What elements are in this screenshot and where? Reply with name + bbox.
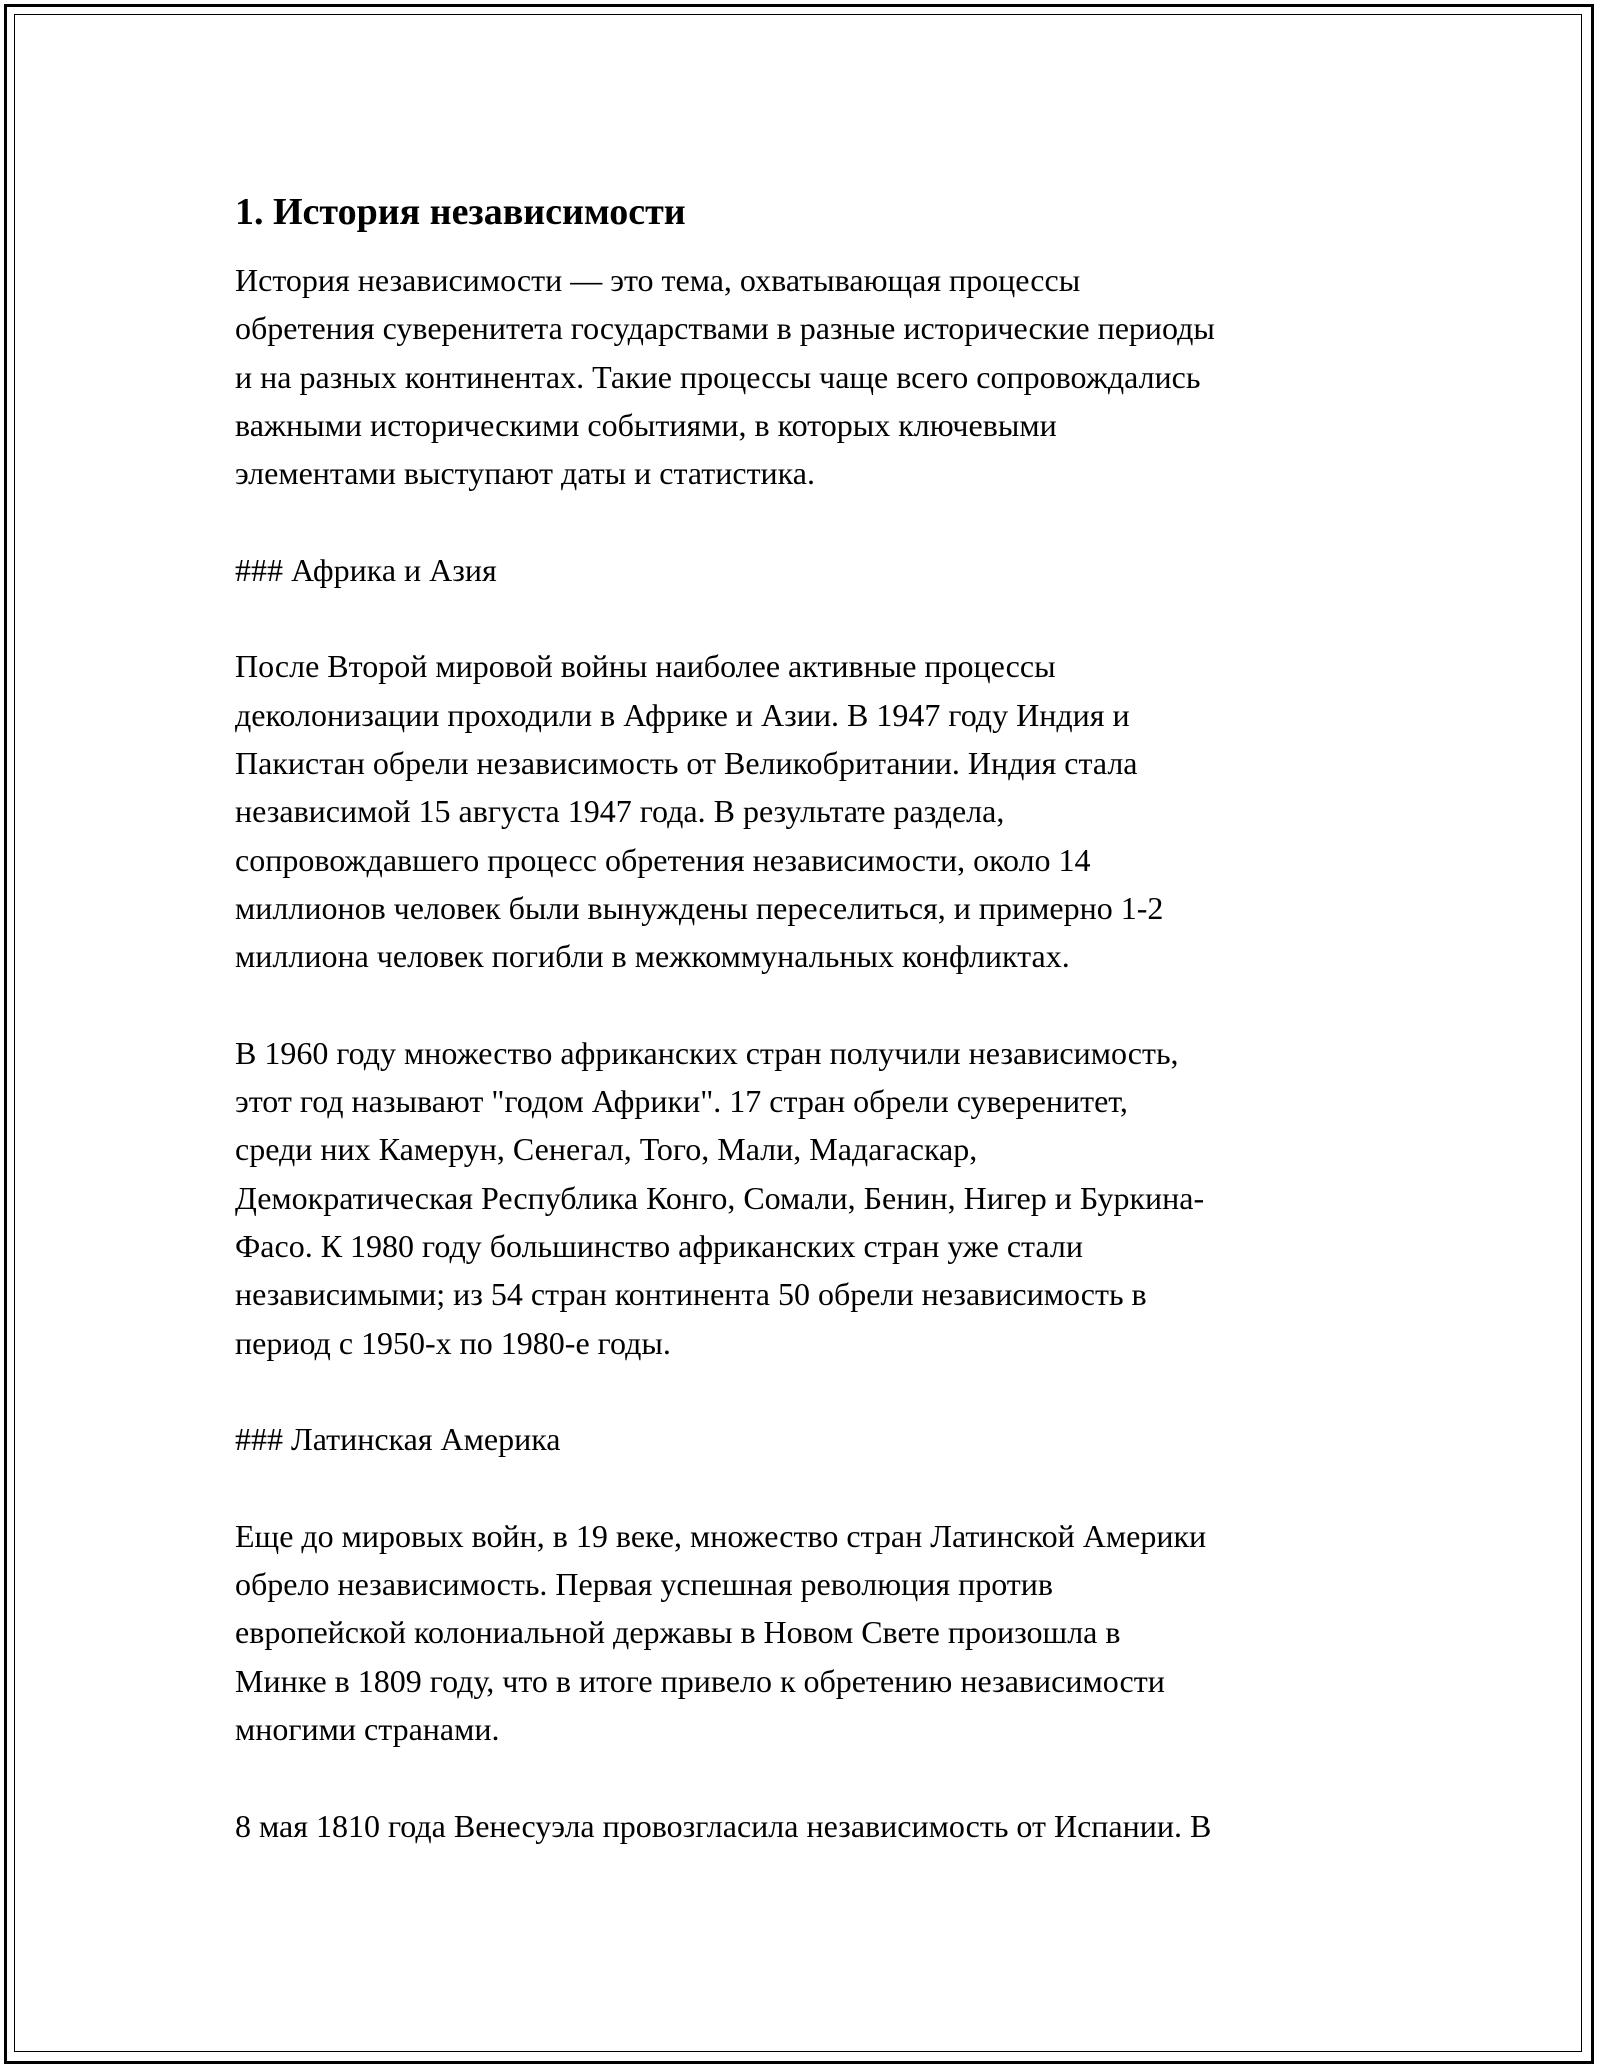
text-line: независимой 15 августа 1947 года. В результате раздела, [235, 793, 1005, 830]
document-body [235, 256, 1365, 1850]
text-line: обрело независимость. Первая успешная революция против [235, 1566, 1053, 1603]
paragraph [235, 1802, 1365, 1850]
text-line: ### Латинская Америка [235, 1421, 561, 1458]
paragraph-spacer [235, 594, 1365, 642]
text-line: важными историческими событиями, в которых ключевыми [235, 406, 1057, 443]
text-line: сопровождавшего процесс обретения независимости, около 14 [235, 841, 1091, 878]
text-line: и на разных континентах. Такие процессы чаще всего сопровождались [235, 358, 1201, 395]
text-line: этот год называют "годом Африки". 17 стран обрели суверенитет, [235, 1083, 1128, 1120]
text-line: Минке в 1809 году, что в итоге привело к обретению независимости [235, 1662, 1165, 1699]
text-line: среди них Камерун, Сенегал, Того, Мали, Мадагаскар, [235, 1131, 978, 1168]
text-line: Демократическая Республика Конго, Сомали, Бенин, Нигер и Буркина- [235, 1179, 1205, 1216]
text-line: миллионов человек были вынуждены переселиться, и примерно 1-2 [235, 889, 1164, 926]
paragraph-spacer [235, 980, 1365, 1028]
paragraph [235, 642, 1365, 980]
text-line: 8 мая 1810 года Венесуэла провозгласила независимость от Испании. В [235, 1807, 1212, 1844]
text-line: ### Африка и Азия [235, 551, 497, 588]
text-line: многими странами. [235, 1710, 500, 1747]
text-line: период с 1950-х по 1980-е годы. [235, 1324, 671, 1361]
document-page [235, 186, 1365, 1850]
document-title: 1. История независимости [235, 191, 686, 233]
text-line: После Второй мировой войны наиболее активные процессы [235, 648, 1056, 685]
text-line: независимыми; из 54 стран континента 50 обрели независимость в [235, 1276, 1147, 1313]
text-line: История независимости — это тема, охватывающая процессы [235, 262, 1081, 298]
paragraph [235, 256, 1365, 497]
paragraph [235, 1512, 1365, 1753]
section-heading [235, 1415, 1365, 1463]
paragraph-spacer [235, 497, 1365, 545]
text-line: В 1960 году множество африканских стран получили независимость, [235, 1034, 1179, 1071]
spacer [235, 238, 1365, 256]
text-line: европейской колониальной державы в Новом Свете произошла в [235, 1614, 1121, 1651]
paragraph [235, 1029, 1365, 1367]
text-line: Пакистан обрели независимость от Великобритании. Индия стала [235, 744, 1138, 781]
section-heading [235, 546, 1365, 594]
text-line: обретения суверенитета государствами в разные исторические периоды [235, 310, 1215, 347]
text-line: миллиона человек погибли в межкоммунальных конфликтах. [235, 938, 1070, 975]
text-line: элементами выступают даты и статистика. [235, 455, 815, 492]
text-line: Еще до мировых войн, в 19 веке, множество стран Латинской Америки [235, 1517, 1207, 1554]
paragraph-spacer [235, 1463, 1365, 1511]
paragraph-spacer [235, 1753, 1365, 1801]
paragraph-spacer [235, 1367, 1365, 1415]
text-line: деколонизации проходили в Африке и Азии. В 1947 году Индия и [235, 696, 1130, 733]
text-line: Фасо. К 1980 году большинство африканских стран уже стали [235, 1227, 1083, 1264]
